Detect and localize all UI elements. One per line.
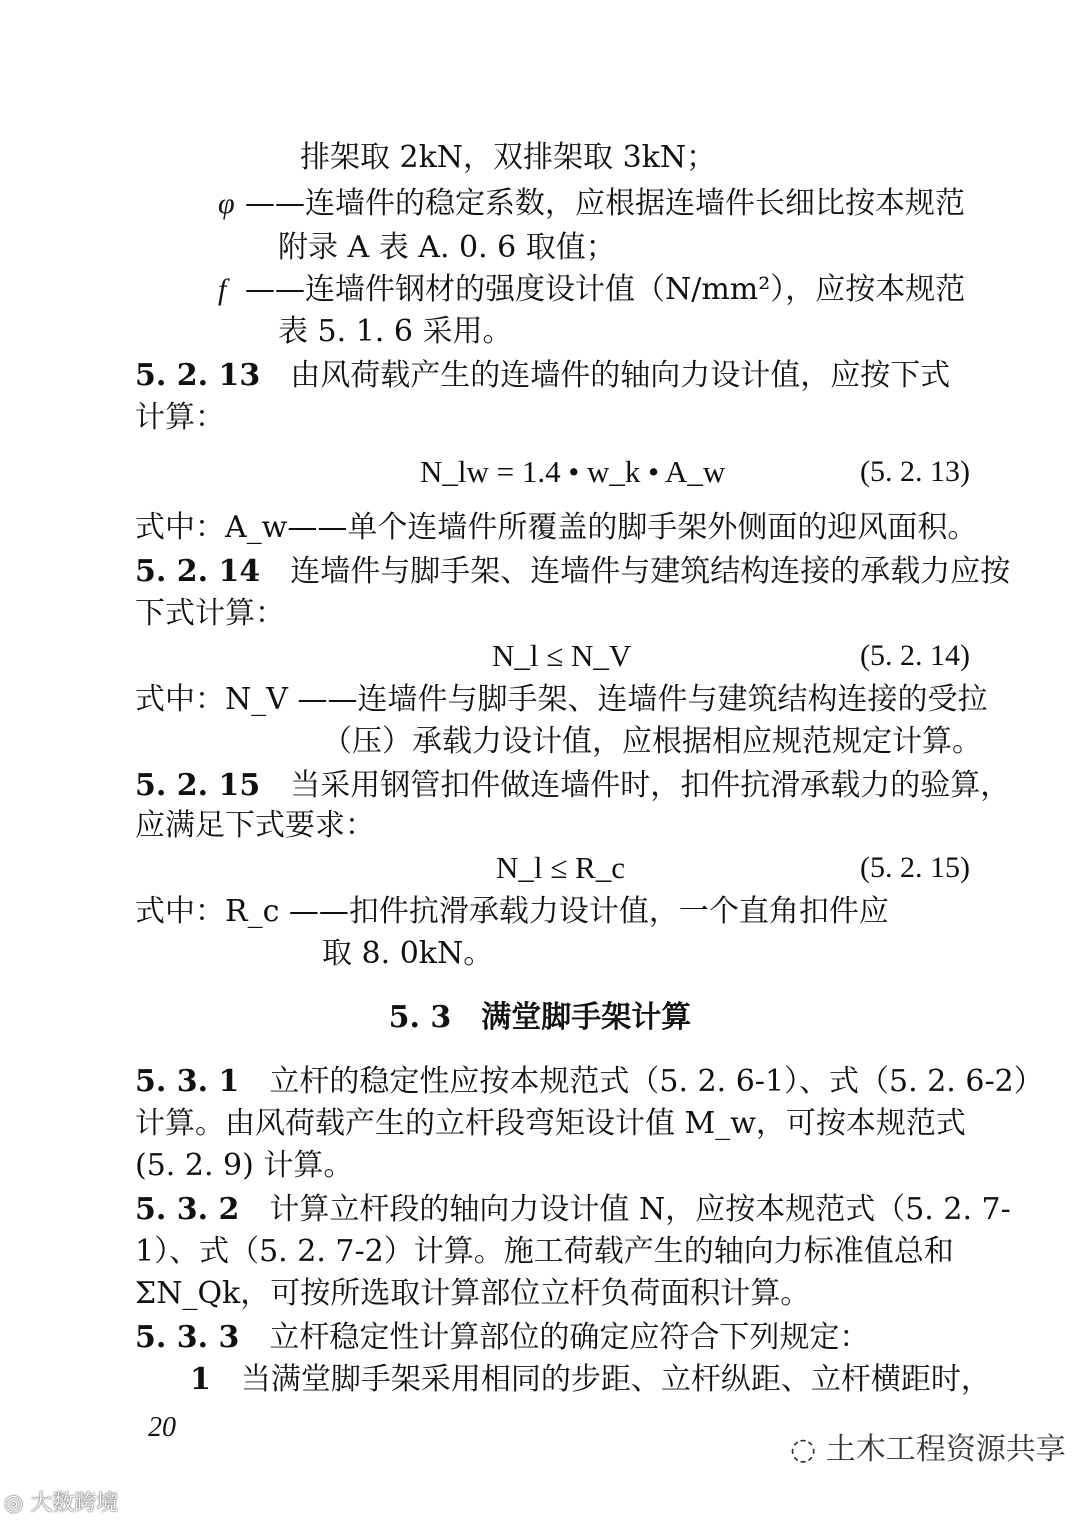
clause-number: 5. 2. 13	[135, 358, 261, 393]
formula-5-2-14: N_l ≤ N_V	[492, 638, 632, 673]
text-line: 排架取 2kN，双排架取 3kN；	[300, 140, 717, 175]
clause-5-3-3	[135, 1318, 869, 1358]
item-text: 当满堂脚手架采用相同的步距、立杆纵距、立杆横距时，	[240, 1362, 991, 1397]
clause-text: 立杆稳定性计算部位的确定应符合下列规定：	[269, 1320, 870, 1355]
text-line: 应满足下式要求：	[135, 808, 375, 843]
text-line: 表 5. 1. 6 采用。	[278, 314, 513, 349]
text-line: （压）承载力设计值，应根据相应规范规定计算。	[322, 724, 982, 759]
text-line: ——连墙件钢材的强度设计值（N/mm²），应按本规范	[245, 272, 966, 307]
text-line: 式中：A_w——单个连墙件所覆盖的脚手架外侧面的迎风面积。	[135, 510, 978, 545]
formula-5-2-13: N_lw = 1.4 • w_k • A_w	[420, 454, 726, 489]
clause-text: 立杆的稳定性应按本规范式（5. 2. 6-1）、式（5. 2. 6-2）	[269, 1064, 1044, 1099]
clause-5-3-2	[135, 1190, 1011, 1230]
text-line: (5. 2. 9) 计算。	[135, 1148, 354, 1183]
clause-number: 5. 3. 3	[135, 1320, 240, 1355]
list-item	[190, 1360, 991, 1400]
watermark-right	[790, 1424, 1066, 1468]
text-line: 计算：	[135, 400, 225, 435]
clause-number: 5. 3. 2	[135, 1192, 240, 1227]
text-line: 计算。由风荷载产生的立杆段弯矩设计值 M_w，可按本规范式	[135, 1106, 966, 1141]
symbol-f: f	[218, 273, 227, 306]
formula-5-2-15: N_l ≤ R_c	[496, 850, 625, 885]
text-line: ΣN_Qk，可按所选取计算部位立杆负荷面积计算。	[135, 1276, 811, 1311]
item-number: 1	[190, 1362, 211, 1397]
watermark-right-text: 土木工程资源共享	[825, 1432, 1066, 1467]
clause-number: 5. 3. 1	[135, 1064, 240, 1099]
clause-text: 当采用钢管扣件做连墙件时，扣件抗滑承载力的验算，	[290, 768, 1011, 803]
clause-5-2-15	[135, 766, 1010, 806]
page-number: 20	[148, 1412, 176, 1443]
clause-5-3-1	[135, 1062, 1044, 1102]
text-line: 附录 A 表 A. 0. 6 取值；	[278, 230, 616, 265]
text-line: 式中：N_V ——连墙件与脚手架、连墙件与建筑结构连接的受拉	[135, 682, 988, 717]
weibo-icon: ◎	[4, 1491, 24, 1516]
equation-number: (5. 2. 14)	[860, 639, 970, 672]
text-line: 式中：R_c ——扣件抗滑承载力设计值，一个直角扣件应	[135, 894, 889, 929]
wechat-icon: ◌	[790, 1432, 817, 1467]
clause-5-2-13	[135, 356, 970, 396]
clause-text: 计算立杆段的轴向力设计值 N，应按本规范式（5. 2. 7-	[269, 1192, 1011, 1227]
clause-text: 由风荷载产生的连墙件的轴向力设计值，应按下式	[290, 358, 951, 393]
clause-number: 5. 2. 14	[135, 554, 261, 589]
clause-5-2-14	[135, 552, 1010, 592]
text-line: 取 8. 0kN。	[322, 936, 494, 971]
symbol-phi: φ	[218, 187, 235, 220]
section-heading: 5. 3 满堂脚手架计算	[388, 1000, 692, 1035]
clause-number: 5. 2. 15	[135, 768, 261, 803]
watermark-left	[4, 1486, 118, 1517]
clause-text: 连墙件与脚手架、连墙件与建筑结构连接的承载力应按	[290, 554, 1011, 589]
text-line: 下式计算：	[135, 596, 285, 631]
text-line: 1）、式（5. 2. 7-2）计算。施工荷载产生的轴向力标准值总和	[135, 1234, 954, 1269]
watermark-left-text: 大数跨境	[30, 1491, 119, 1516]
equation-number: (5. 2. 15)	[860, 851, 970, 884]
text-line: ——连墙件的稳定系数，应根据连墙件长细比按本规范	[245, 186, 965, 221]
equation-number: (5. 2. 13)	[860, 455, 970, 488]
